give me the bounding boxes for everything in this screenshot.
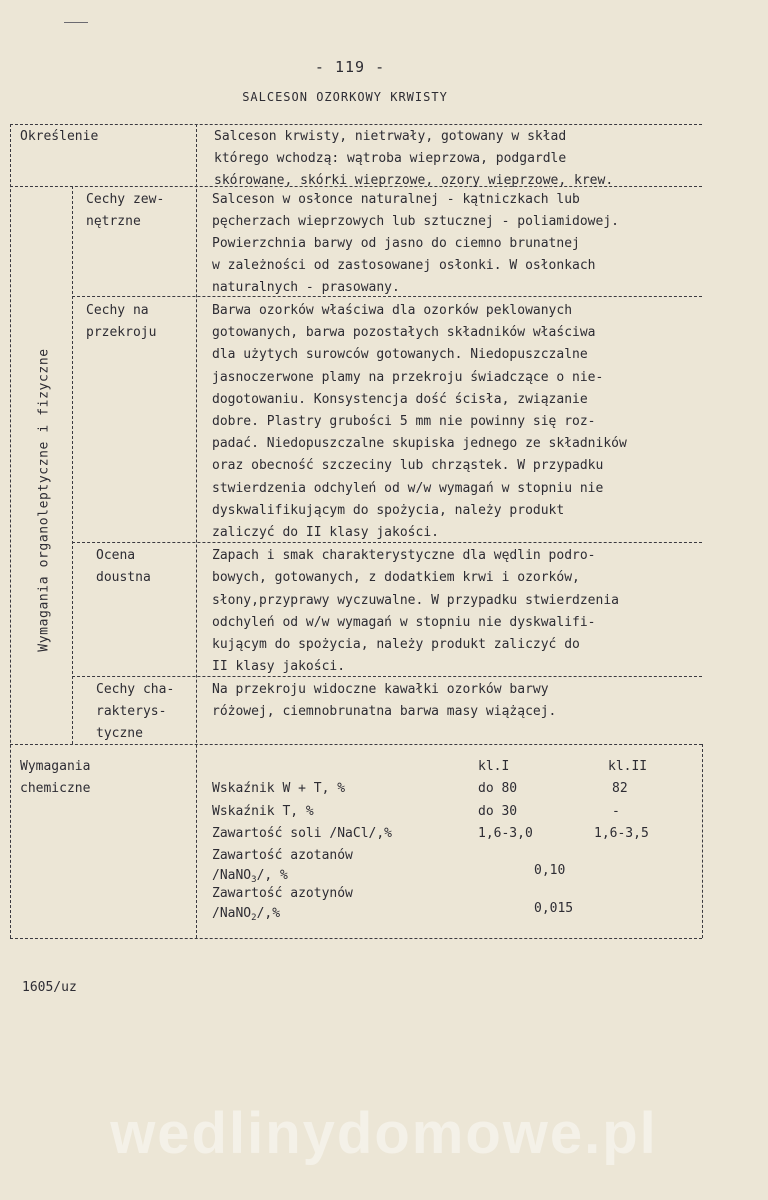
chem-row-value-kl2: 82 xyxy=(612,781,628,796)
cechy-charakt-line-2: różowej, ciemnobrunatna barwa masy wiążącej. xyxy=(212,704,557,719)
cechy-przekroj-line-9: stwierdzenia odchyleń od w/w wymagań w stopniu nie xyxy=(212,481,604,496)
cechy-zewnetrzne-line-4: w zależności od zastosowanej osłonki. W osłonkach xyxy=(212,258,596,273)
cechy-zewnetrzne-label-1: Cechy zew- xyxy=(86,192,165,207)
footer-code: 1605/uz xyxy=(22,980,77,995)
cechy-przekroj-line-6: dobre. Plastry grubości 5 mm nie powinny się roz- xyxy=(212,414,596,429)
chem-azotany-formula-sub: 3 xyxy=(251,875,257,885)
chemiczne-label-1: Wymagania xyxy=(20,759,91,774)
table-rule-content-left xyxy=(196,124,197,938)
chemiczne-col-header-kl2: kl.II xyxy=(608,759,648,774)
cechy-przekroj-line-2: gotowanych, barwa pozostałych składników właściwa xyxy=(212,325,596,340)
cechy-przekroj-line-3: dla użytych surowców gotowanych. Niedopuszczalne xyxy=(212,347,588,362)
ocena-doustna-label-1: Ocena xyxy=(96,548,136,563)
okreslenie-line-1: Salceson krwisty, nietrwały, gotowany w skład xyxy=(214,129,567,144)
table-rule-top xyxy=(10,124,702,125)
chemiczne-col-header-kl1: kl.I xyxy=(478,759,510,774)
table-rule-right xyxy=(702,744,703,938)
chemiczne-label-2: chemiczne xyxy=(20,781,91,796)
cechy-przekroj-line-1: Barwa ozorków właściwa dla ozorków peklowanych xyxy=(212,303,573,318)
cechy-charakt-label-3: tyczne xyxy=(96,726,143,741)
ocena-doustna-line-1: Zapach i smak charakterystyczne dla wędlin podro- xyxy=(212,548,596,563)
okreslenie-label: Określenie xyxy=(20,129,99,144)
document-title: SALCESON OZORKOWY KRWISTY xyxy=(242,90,448,104)
table-rule-doustna-bottom xyxy=(72,676,702,677)
chem-azotyny-formula xyxy=(212,903,280,930)
cechy-charakt-label-2: rakterys- xyxy=(96,704,167,719)
chem-azotyny-formula-b: /,% xyxy=(256,906,281,921)
cechy-przekroj-line-7: padać. Niedopuszczalne skupiska jednego ze składników xyxy=(212,436,627,451)
ocena-doustna-line-3: słony,przyprawy wyczuwalne. W przypadku stwierdzenia xyxy=(212,593,619,608)
cechy-przekroj-line-10: dyskwalifikującym do spożycia, należy produkt xyxy=(212,503,565,518)
cechy-charakt-label-1: Cechy cha- xyxy=(96,682,175,697)
ocena-doustna-line-2: bowych, gotowanych, z dodatkiem krwi i ozorków, xyxy=(212,570,580,585)
okreslenie-line-3: skórowane, skórki wieprzowe, ozory wieprzowe, krew. xyxy=(214,173,614,188)
ocena-doustna-line-4: odchyleń od w/w wymagań w stopniu nie dyskwalifi- xyxy=(212,615,596,630)
ocena-doustna-line-6: II klasy jakości. xyxy=(212,659,346,674)
table-rule-left xyxy=(10,124,11,938)
chem-row-value-kl1: 1,6-3,0 xyxy=(478,826,533,841)
cechy-przekroj-line-11: zaliczyć do II klasy jakości. xyxy=(212,525,439,540)
chem-row-value-kl2: 1,6-3,5 xyxy=(594,826,649,841)
table-rule-subcolumn xyxy=(72,186,73,744)
chem-azotany-name: Zawartość azotanów xyxy=(212,848,353,863)
ocena-doustna-label-2: doustna xyxy=(96,570,151,585)
chem-azotyny-formula-a: /NaNO xyxy=(212,906,252,921)
cechy-przekroj-line-4: jasnoczerwone plamy na przekroju świadczące o nie- xyxy=(212,370,604,385)
chem-azotyny-value: 0,015 xyxy=(534,901,574,916)
chem-row-name: Wskaźnik T, % xyxy=(212,804,314,819)
page-number: - 119 - xyxy=(314,58,386,76)
cechy-przekroj-line-5: dogotowaniu. Konsystencja dość ścisła, związanie xyxy=(212,392,588,407)
chem-azotyny-formula-sub: 2 xyxy=(251,913,257,923)
cechy-zewnetrzne-line-2: pęcherzach wieprzowych lub sztucznej - poliamidowej. xyxy=(212,214,619,229)
cechy-przekroj-label-2: przekroju xyxy=(86,325,157,340)
chem-azotany-formula-a: /NaNO xyxy=(212,868,252,883)
cechy-przekroj-line-8: oraz obecność szczeciny lub chrząstek. W przypadku xyxy=(212,458,604,473)
cechy-zewnetrzne-label-2: nętrzne xyxy=(86,214,141,229)
chem-azotany-value: 0,10 xyxy=(534,863,566,878)
chem-row-name: Zawartość soli /NaCl/,% xyxy=(212,826,393,841)
chem-azotyny-name: Zawartość azotynów xyxy=(212,886,353,901)
chem-row-value-kl2: - xyxy=(612,804,620,819)
chem-row-value-kl1: do 30 xyxy=(478,804,518,819)
table-rule-bottom xyxy=(10,938,702,939)
watermark: wedlinydomowe.pl xyxy=(110,1101,658,1166)
top-margin-mark xyxy=(64,22,88,23)
chem-azotany-formula-b: /, % xyxy=(256,868,288,883)
cechy-zewnetrzne-line-1: Salceson w osłonce naturalnej - kątniczkach lub xyxy=(212,192,580,207)
organoleptic-group-label: Wymagania organoleptyczne i fizyczne xyxy=(36,348,52,652)
okreslenie-line-2: którego wchodzą: wątroba wieprzowa, podgardle xyxy=(214,151,567,166)
chem-row-value-kl1: do 80 xyxy=(478,781,518,796)
cechy-zewnetrzne-line-3: Powierzchnia barwy od jasno do ciemno brunatnej xyxy=(212,236,580,251)
chem-row-name: Wskaźnik W + T, % xyxy=(212,781,346,796)
cechy-zewnetrzne-line-5: naturalnych - prasowany. xyxy=(212,280,400,295)
cechy-przekroj-label-1: Cechy na xyxy=(86,303,149,318)
ocena-doustna-line-5: kującym do spożycia, należy produkt zaliczyć do xyxy=(212,637,580,652)
cechy-charakt-line-1: Na przekroju widoczne kawałki ozorków barwy xyxy=(212,682,549,697)
